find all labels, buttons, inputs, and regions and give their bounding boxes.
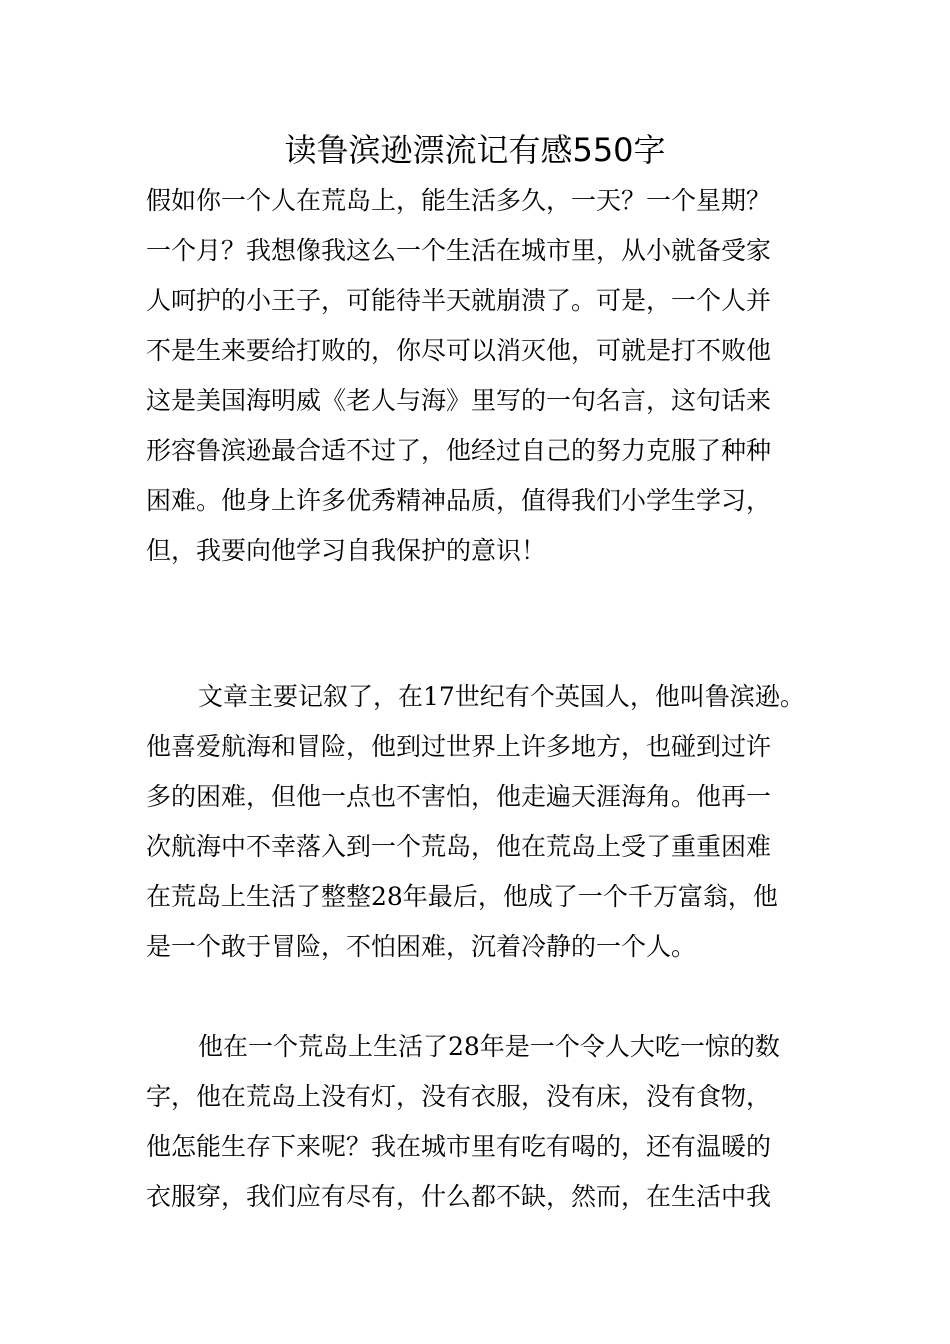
paragraph-line: 一个月？我想像我这么一个生活在城市里，从小就备受家 [146,236,772,265]
paragraph-line: 次航海中不幸落入到一个荒岛，他在荒岛上受了重重困难 [146,832,772,861]
document-title: 读鲁滨逊漂流记有感550字 [284,131,666,169]
paragraph-line: 他喜爱航海和冒险，他到过世界上许多地方，也碰到过许 [146,732,772,761]
paragraph-1 [146,176,816,576]
paragraph-line: 人呵护的小王子，可能待半天就崩溃了。可是，一个人并 [146,286,772,315]
paragraph-line: 衣服穿，我们应有尽有，什么都不缺，然而，在生活中我 [146,1182,772,1211]
paragraph-line: 文章主要记叙了，在17世纪有个英国人，他叫鲁滨逊。 [198,682,805,711]
paragraph-2 [146,672,816,972]
paragraph-line: 在荒岛上生活了整整28年最后，他成了一个千万富翁，他 [146,882,778,911]
paragraph-line: 他在一个荒岛上生活了28年是一个令人大吃一惊的数 [198,1032,780,1061]
paragraph-line: 是一个敢于冒险，不怕困难，沉着冷静的一个人。 [146,932,697,961]
paragraph-line: 但，我要向他学习自我保护的意识！ [146,536,547,565]
paragraph-line: 这是美国海明威《老人与海》里写的一句名言，这句话来 [146,386,772,415]
paragraph-line: 形容鲁滨逊最合适不过了，他经过自己的努力克服了种种 [146,436,772,465]
paragraph-line: 多的困难，但他一点也不害怕，他走遍天涯海角。他再一 [146,782,772,811]
paragraph-line: 不是生来要给打败的，你尽可以消灭他，可就是打不败他 [146,336,772,365]
paragraph-line: 困难。他身上许多优秀精神品质，值得我们小学生学习， [146,486,772,515]
paragraph-line: 他怎能生存下来呢？我在城市里有吃有喝的，还有温暖的 [146,1132,772,1161]
paragraph-line: 字，他在荒岛上没有灯，没有衣服，没有床，没有食物， [146,1082,772,1111]
paragraph-3 [146,1022,816,1222]
paragraph-line: 假如你一个人在荒岛上，能生活多久，一天？一个星期？ [146,186,772,215]
